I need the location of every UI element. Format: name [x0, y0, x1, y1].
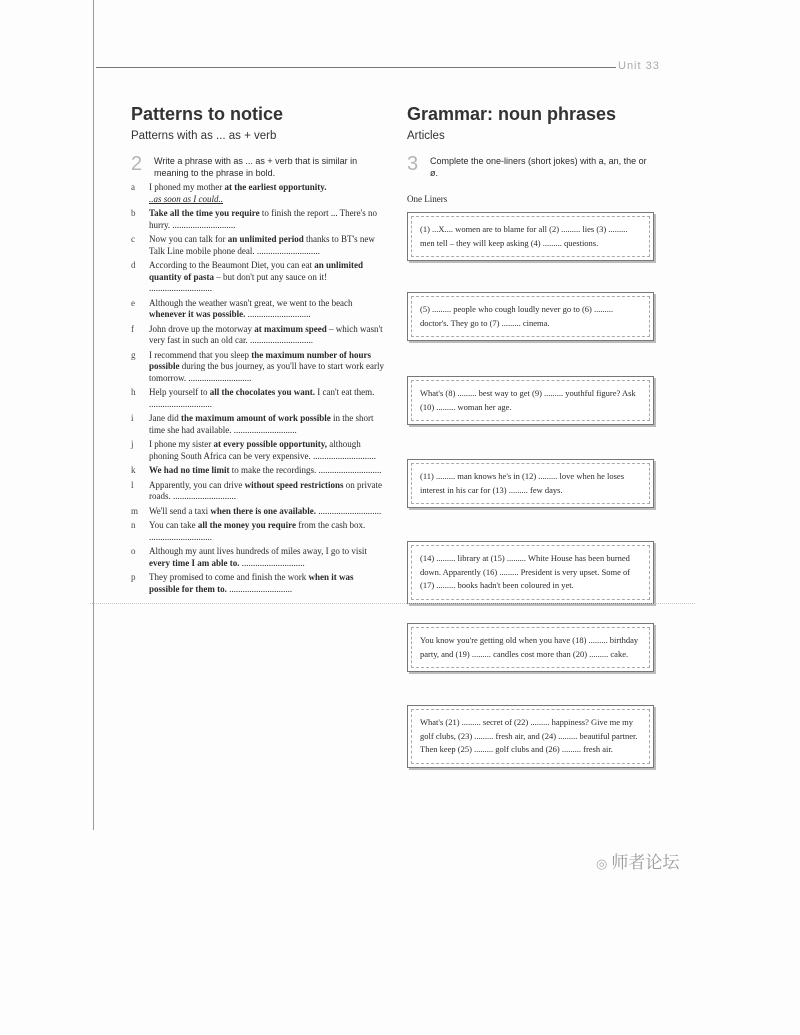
- exercise-instruction: [131, 154, 386, 179]
- item-pre: John drove up the motorway: [149, 323, 255, 334]
- item-bold-phrase: at the earliest opportunity.: [224, 182, 327, 192]
- exercise-item: [131, 182, 386, 205]
- item-bold-phrase: the maximum amount of work possible: [181, 413, 331, 423]
- item-post: to finish the report ... There's no hurry. ............................: [149, 208, 378, 230]
- one-liners-label: One Liners: [407, 194, 448, 204]
- exercise-item: [131, 413, 386, 436]
- joke-text: (14) ......... library at (15) ......... White House has been burned down. Apparently (16) ......... President is very upset. Some of (17) ......... books hadn't been coloured in yet.: [411, 545, 650, 600]
- item-letter: o: [131, 546, 136, 556]
- item-text: [149, 234, 386, 257]
- exercise-item: [131, 572, 386, 595]
- item-pre: I recommend that you sleep: [149, 349, 252, 360]
- item-pre: Although my aunt lives hundreds of miles away, I go to visit: [149, 546, 367, 556]
- item-bold-phrase: all the money you require: [197, 520, 296, 530]
- instruction-text: Write a phrase with as ... as + verb that is similar in meaning to the phrase in bold.: [154, 156, 358, 178]
- item-letter: l: [131, 479, 134, 490]
- joke-text: (1) ...X.... women are to blame for all (2) ......... lies (3) ......... men tell – they will keep asking (4) ......... questions.: [411, 216, 650, 257]
- section-subtitle: Articles: [407, 130, 445, 142]
- joke-text: (5) ......... people who cough loudly never go to (6) ......... doctor's. They go to (7) ......... cinema.: [411, 296, 650, 337]
- exercise-item: [131, 480, 386, 503]
- item-letter: a: [131, 182, 135, 192]
- item-pre: Help yourself to: [149, 387, 210, 397]
- joke-box: [407, 292, 654, 341]
- section-title: Grammar: noun phrases: [407, 104, 617, 124]
- exercise-item: [131, 387, 386, 410]
- exercise-items: [131, 182, 386, 595]
- item-text: [149, 182, 327, 205]
- item-text: [149, 350, 386, 385]
- item-bold-phrase: at every possible opportunity,: [213, 439, 328, 449]
- joke-box: [407, 212, 654, 261]
- item-bold-phrase: when there is one available.: [210, 505, 316, 516]
- exercise-item: [131, 298, 386, 321]
- item-post: ............................: [245, 309, 311, 319]
- item-pre: Although the weather wasn't great, we went to the beach: [149, 297, 353, 308]
- exercise-item: [131, 234, 386, 257]
- item-letter: i: [131, 413, 134, 423]
- item-letter: h: [131, 387, 136, 397]
- item-post: – but don't put any sauce on it! ............................: [149, 271, 328, 293]
- scan-artifact-line: [90, 603, 695, 605]
- item-letter: e: [131, 297, 135, 308]
- joke-text: What's (21) ......... secret of (22) ......... happiness? Give me my golf clubs, (23) ......... fresh air, and (24) ......... beautiful partner. Then keep (25) ......... golf clubs and (26) ......... fresh air.: [411, 709, 650, 764]
- item-pre: We'll send a taxi: [149, 505, 211, 516]
- exercise-item: [131, 260, 386, 295]
- margin-line: [93, 0, 94, 830]
- item-letter: c: [131, 234, 135, 244]
- item-text: [149, 387, 386, 410]
- exercise-item: [131, 546, 386, 569]
- item-bold-phrase: every time I am able to.: [149, 557, 240, 568]
- item-pre: I phone my sister: [149, 439, 214, 449]
- exercise-item: [131, 324, 386, 347]
- item-post: – which wasn't very fast in such an old car. ............................: [149, 323, 383, 345]
- item-post: on private roads. ............................: [149, 479, 382, 501]
- item-bold-phrase: when it was possible for them to.: [149, 572, 354, 594]
- item-answer: ..as soon as I could..: [149, 193, 223, 204]
- item-post: ............................: [239, 557, 305, 568]
- item-text: [149, 413, 386, 436]
- item-letter: d: [131, 260, 136, 270]
- item-pre: I phoned my mother: [149, 182, 225, 192]
- item-text: [149, 480, 386, 503]
- joke-text: (11) ......... man knows he's in (12) ......... love when he loses interest in his car for (13) ......... few days.: [411, 463, 650, 504]
- section-subtitle: Patterns with as ... as + verb: [131, 130, 277, 142]
- joke-box: [407, 705, 654, 768]
- item-bold-phrase: an unlimited quantity of pasta: [149, 260, 363, 282]
- joke-box: [407, 376, 654, 425]
- item-text: [149, 506, 381, 518]
- item-pre: Jane did: [149, 413, 181, 423]
- exercise-item: [131, 439, 386, 462]
- exercise-number: 2: [131, 153, 143, 175]
- item-text: [149, 324, 386, 347]
- watermark-text: 师者论坛: [611, 853, 680, 872]
- item-letter: n: [131, 520, 136, 530]
- watermark: [596, 848, 679, 873]
- item-pre: They promised to come and finish the work: [149, 572, 309, 582]
- exercise-item: [131, 350, 386, 385]
- item-text: [149, 465, 381, 477]
- instruction-text: Complete the one-liners (short jokes) with a, an, the or ø.: [430, 156, 647, 178]
- item-pre: Apparently, you can drive: [149, 479, 245, 490]
- item-pre: You can take: [149, 520, 198, 530]
- exercise-number: 3: [407, 153, 419, 175]
- item-letter: k: [131, 465, 136, 475]
- item-bold-phrase: whenever it was possible.: [149, 309, 246, 319]
- exercise-item: [131, 208, 386, 231]
- item-bold-phrase: an unlimited period: [227, 234, 304, 244]
- item-letter: p: [131, 572, 136, 582]
- exercise-instruction: [407, 154, 657, 179]
- item-letter: g: [131, 349, 136, 360]
- grammar-section: [407, 103, 657, 210]
- item-bold-phrase: at maximum speed: [254, 323, 327, 334]
- item-post: ............................: [315, 505, 382, 516]
- item-letter: m: [131, 505, 139, 516]
- header-rule: [96, 67, 616, 68]
- item-text: [149, 260, 386, 295]
- item-post: from the cash box. ............................: [149, 520, 366, 542]
- item-text: [149, 439, 386, 462]
- item-text: [149, 546, 386, 569]
- item-bold-phrase: the maximum number of hours possible: [149, 349, 372, 371]
- item-bold-phrase: Take all the time you require: [149, 208, 260, 218]
- item-post: ............................: [226, 583, 293, 594]
- item-bold-phrase: without speed restrictions: [244, 479, 344, 490]
- item-post: in the short time she had available. ............................: [149, 413, 374, 435]
- item-post: thanks to BT's new Talk Line mobile phone deal. ............................: [149, 234, 375, 256]
- exercise-item: [131, 506, 386, 518]
- joke-box: [407, 459, 654, 508]
- item-bold-phrase: all the chocolates you want.: [209, 387, 315, 397]
- joke-text: What's (8) ......... best way to get (9) ......... youthful figure? Ask (10) ......... woman her age.: [411, 380, 650, 421]
- exercise-item: [131, 520, 386, 543]
- item-post: although phoning South Africa can be very expensive. ............................: [149, 439, 376, 461]
- item-post: to make the recordings. ............................: [229, 465, 382, 475]
- item-letter: b: [131, 208, 136, 218]
- item-text: [149, 572, 386, 595]
- item-post: I can't eat them. ............................: [149, 387, 375, 409]
- item-letter: j: [131, 439, 134, 449]
- joke-box: [407, 623, 654, 672]
- section-title: Patterns to notice: [131, 104, 284, 124]
- unit-label: Unit 33: [618, 60, 660, 72]
- joke-text: You know you're getting old when you have (18) ......... birthday party, and (19) ......... candles cost more than (20) ......... cake.: [411, 627, 650, 668]
- item-pre: Now you can talk for: [149, 234, 228, 244]
- item-letter: f: [131, 323, 134, 334]
- item-bold-phrase: We had no time limit: [149, 465, 230, 475]
- patterns-section: [131, 103, 386, 598]
- chat-icon: ◎: [596, 856, 608, 871]
- item-text: [149, 208, 386, 231]
- joke-box: [407, 541, 654, 604]
- item-pre: According to the Beaumont Diet, you can eat: [149, 260, 315, 270]
- item-text: [149, 520, 386, 543]
- item-post: during the bus journey, as you'll have to start work early tomorrow. ............................: [149, 361, 385, 383]
- item-text: [149, 298, 386, 321]
- exercise-item: [131, 465, 386, 477]
